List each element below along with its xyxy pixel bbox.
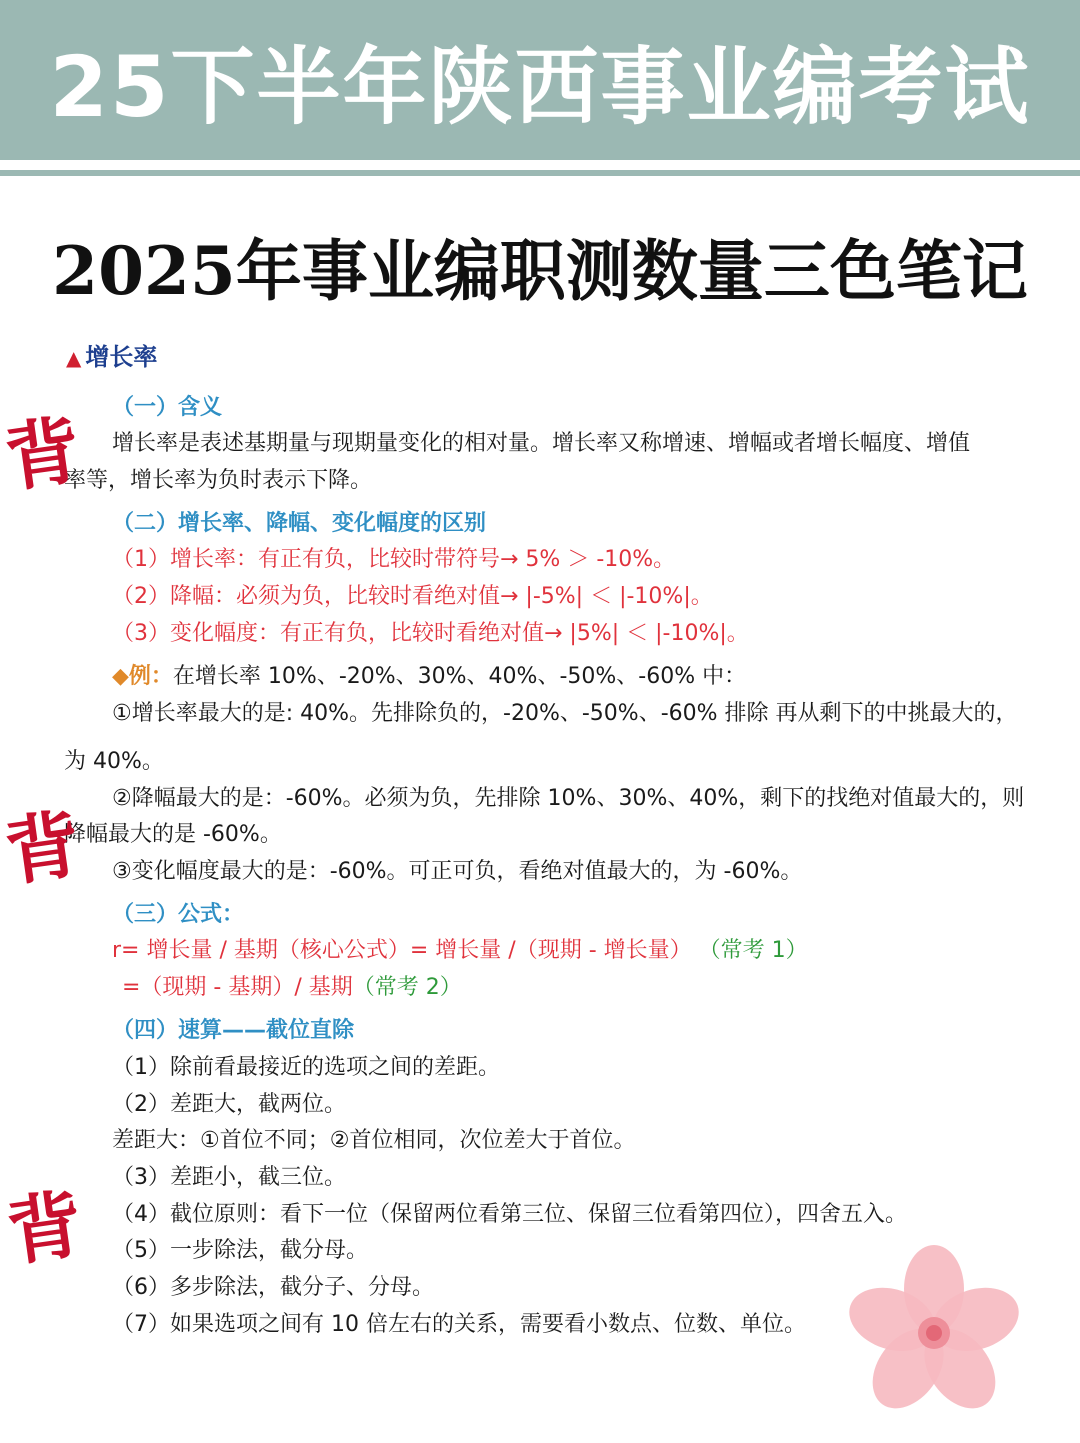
formula1-line bbox=[112, 936, 808, 966]
top-banner bbox=[0, 0, 1080, 160]
example-label: ◆例： bbox=[112, 664, 173, 689]
part1-line1: 增长率是表述基期量与现期量变化的相对量。增长率又称增速、增幅或者增长幅度、增值 bbox=[112, 431, 971, 456]
section-title: 增长率 bbox=[85, 343, 158, 371]
triangle-marker-icon: ▲ bbox=[66, 346, 82, 370]
answer2-line1: ②降幅最大的是：-60%。必须为负，先排除 10%、30%、40%，剩下的找绝对值最大的，则 bbox=[112, 786, 1025, 811]
list-item: 差距大：①首位不同；②首位相同，次位差大于首位。 bbox=[112, 1128, 636, 1153]
part2-item3: （3）变化幅度：有正有负，比较时看绝对值→ |5%| ＜ |-10%|。 bbox=[112, 621, 749, 646]
answer3: ③变化幅度最大的是：-60%。可正可负，看绝对值最大的，为 -60%。 bbox=[112, 859, 803, 884]
list-item: （1）除前看最接近的选项之间的差距。 bbox=[112, 1055, 500, 1080]
banner-divider bbox=[0, 170, 1080, 176]
answer1-line1: ①增长率最大的是: 40%。先排除负的，-20%、-50%、-60% 排除 再从剩下的中挑最大的， bbox=[112, 701, 1018, 726]
flower-decoration-icon bbox=[846, 1245, 1026, 1415]
list-item: （6）多步除法，截分子、分母。 bbox=[112, 1275, 434, 1300]
section-heading bbox=[66, 342, 157, 373]
memorize-stamp: 背 bbox=[0, 407, 86, 503]
example-text: 在增长率 10%、-20%、30%、40%、-50%、-60% 中： bbox=[172, 664, 747, 689]
list-item: （2）差距大，截两位。 bbox=[112, 1092, 346, 1117]
formula1: r= 增长量 / 基期（核心公式）= 增长量 /（现期 - 增长量） bbox=[112, 938, 692, 963]
part1-heading: （一）含义 bbox=[112, 395, 223, 420]
list-item: （7）如果选项之间有 10 倍左右的关系，需要看小数点、位数、单位。 bbox=[112, 1312, 806, 1337]
example-line bbox=[112, 662, 746, 692]
list-item: （3）差距小，截三位。 bbox=[112, 1165, 346, 1190]
list-item: （5）一步除法，截分母。 bbox=[112, 1238, 368, 1263]
document-title: 2025年事业编职测数量三色笔记 bbox=[52, 232, 1028, 310]
part4-heading: （四）速算——截位直除 bbox=[112, 1018, 355, 1043]
part1-line2: 率等，增长率为负时表示下降。 bbox=[64, 468, 373, 493]
memorize-stamp: 背 bbox=[0, 801, 86, 897]
memorize-stamp: 背 bbox=[2, 1181, 88, 1277]
formula1-note: （常考 1） bbox=[698, 938, 808, 963]
part2-item2: （2）降幅：必须为负，比较时看绝对值→ |-5%| ＜ |-10%|。 bbox=[112, 584, 713, 609]
formula2-line bbox=[122, 973, 462, 1003]
list-item: （4）截位原则：看下一位（保留两位看第三位、保留三位看第四位），四舍五入。 bbox=[112, 1202, 907, 1227]
part2-item1: （1）增长率：有正有负，比较时带符号→ 5% ＞ -10%。 bbox=[112, 547, 676, 572]
answer2-line2: 降幅最大的是 -60%。 bbox=[64, 822, 282, 847]
banner-title: 25下半年陕西事业编考试 bbox=[49, 37, 1031, 136]
part3-heading: （三）公式： bbox=[112, 902, 245, 927]
answer1-line2: 为 40%。 bbox=[64, 749, 164, 774]
part2-heading: （二）增长率、降幅、变化幅度的区别 bbox=[112, 511, 487, 536]
formula2-note: （常考 2） bbox=[352, 975, 462, 1000]
formula2: =（现期 - 基期）/ 基期 bbox=[122, 975, 353, 1000]
